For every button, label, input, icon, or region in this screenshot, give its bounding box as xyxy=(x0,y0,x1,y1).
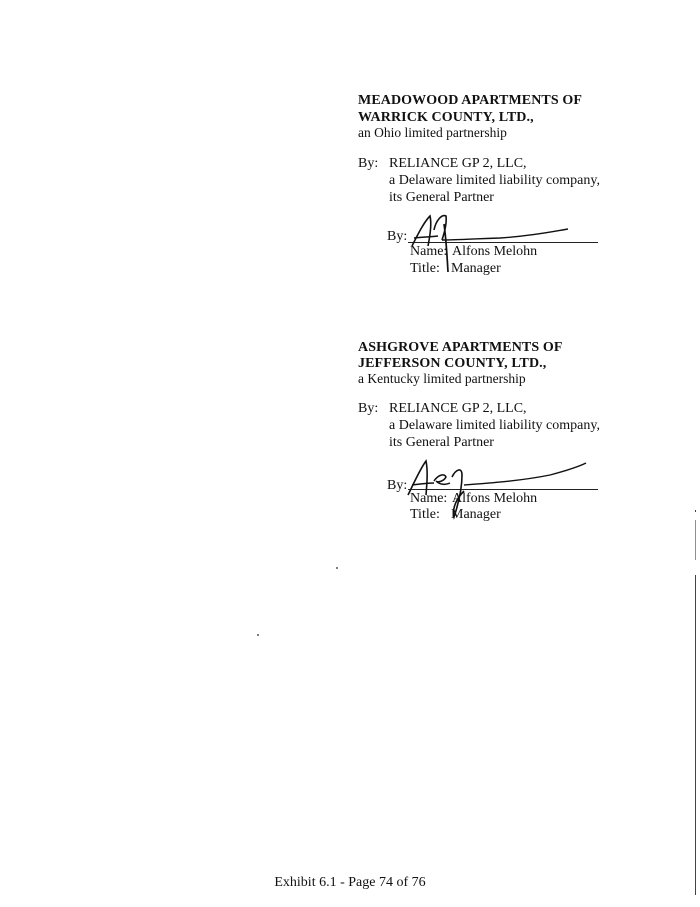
entity-name-line1: ASHGROVE APARTMENTS OF xyxy=(358,340,563,355)
entity-name-line1: MEADOWOOD APARTMENTS OF xyxy=(358,93,582,108)
partner-role: its General Partner xyxy=(389,435,494,450)
entity-description: a Kentucky limited partnership xyxy=(358,371,526,386)
signer-name-label: Name: xyxy=(410,244,448,259)
partner-description: a Delaware limited liability company, xyxy=(389,173,600,188)
partner-description: a Delaware limited liability company, xyxy=(389,418,600,433)
signer-title-value: Manager xyxy=(451,507,501,522)
signer-title-label: Title: xyxy=(410,507,440,522)
signer-title-label: Title: xyxy=(410,261,440,276)
signer-name-value: Alfons Melohn xyxy=(452,491,538,506)
signer-name-value: Alfons Melohn xyxy=(452,244,538,259)
signer-title-value: Manager xyxy=(451,261,501,276)
by-label: By: xyxy=(358,156,379,171)
signature-by-label: By: xyxy=(387,478,408,493)
page-footer: Exhibit 6.1 - Page 74 of 76 xyxy=(274,875,426,890)
signer-name-label: Name: xyxy=(410,491,448,506)
signature-by-label: By: xyxy=(387,229,408,244)
scan-edge-line xyxy=(695,575,696,895)
signature-line xyxy=(408,489,598,490)
partner-role: its General Partner xyxy=(389,190,494,205)
by-label: By: xyxy=(358,401,379,416)
partner-name: RELIANCE GP 2, LLC, xyxy=(389,401,527,416)
scan-edge-mark xyxy=(695,520,696,560)
partner-name: RELIANCE GP 2, LLC, xyxy=(389,156,527,171)
scan-speck xyxy=(257,634,259,636)
entity-description: an Ohio limited partnership xyxy=(358,125,507,140)
entity-name-line2: JEFFERSON COUNTY, LTD., xyxy=(358,356,547,371)
scan-speck xyxy=(336,567,338,569)
entity-name-line2: WARRICK COUNTY, LTD., xyxy=(358,110,534,125)
scan-edge-mark xyxy=(695,510,696,512)
signature-line xyxy=(408,242,598,243)
